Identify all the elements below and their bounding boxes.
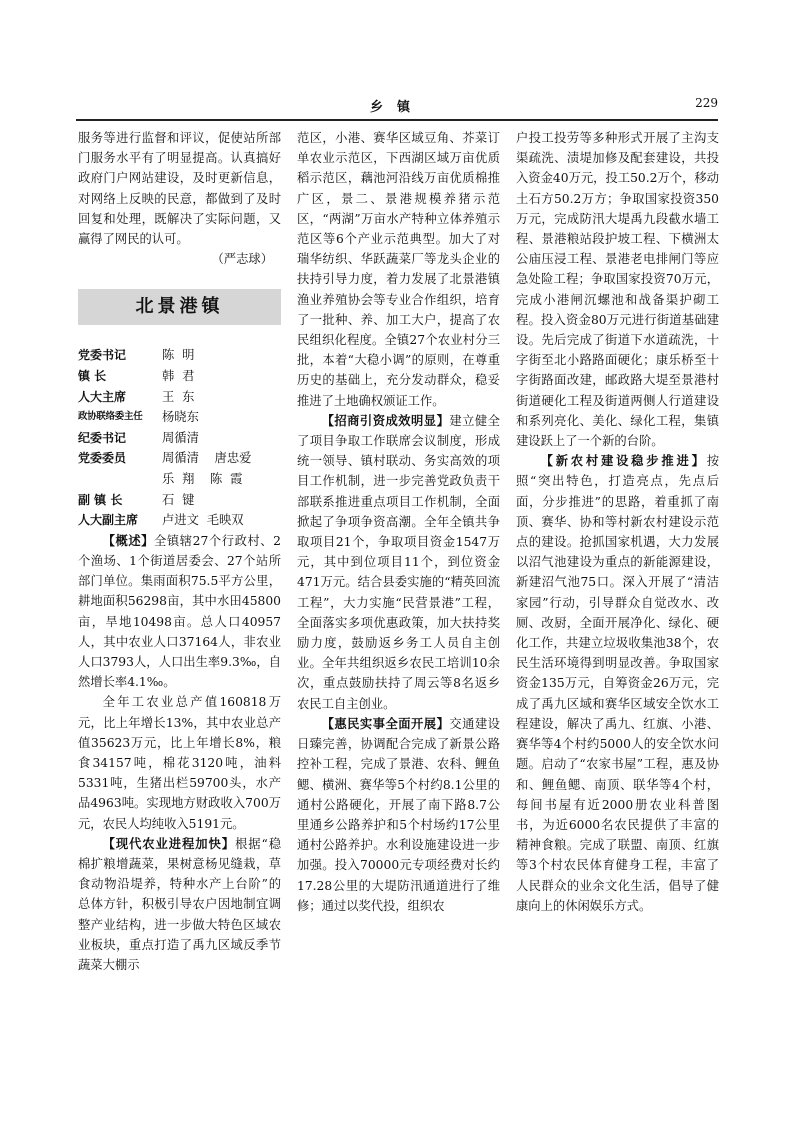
overview-paragraph	[78, 531, 281, 693]
investment-heading: 【招商引资成效明显】	[321, 413, 450, 428]
welfare-paragraph	[297, 714, 500, 916]
official-row	[78, 366, 281, 387]
official-names: 韩 君	[162, 369, 195, 384]
official-role: 人大副主席	[78, 513, 139, 528]
investment-paragraph	[297, 411, 500, 714]
welfare-text: 交通建设日臻完善，协调配合完成了新景公路控补工程，完成了景港、农科、鲤鱼鳃、横洲、赛华等5个村约8.1公里的通村公路硬化，开展了南下路8.7公里通乡公路养护和5个村场约17公里通村公路养护。水利设施建设进一步加强。投入70000元专项经费对长约17.28公里的大堤防汛通道进行了维修；通过以奖代投，组织农	[297, 716, 500, 913]
official-names: 杨晓东	[162, 410, 199, 425]
official-names: 王 东	[162, 389, 195, 404]
welfare-heading: 【惠民实事全面开展】	[321, 716, 450, 731]
author-signature: （严志球）	[211, 252, 273, 267]
officials-list	[78, 345, 281, 530]
overview-heading: 【概述】	[102, 533, 155, 548]
running-header	[76, 92, 718, 116]
official-role: 政协联络委主任	[78, 411, 143, 423]
intro-paragraph: 服务等进行监督和评议，促使站所部门服务水平有了明显提高。认真搞好政府门户网站建设，及时更新信息，对网络上反映的民意，都做到了及时回复和处理，既解决了实际问题，又赢得了网民的认可。	[78, 131, 281, 247]
official-names: 周循清	[162, 430, 199, 445]
official-row	[78, 428, 281, 449]
official-row	[78, 510, 281, 531]
new-village-heading: 【新农村建设稳步推进】	[540, 454, 707, 469]
page-number: 229	[695, 96, 718, 110]
official-role: 镇 长	[78, 369, 107, 384]
official-names: 石 键	[162, 492, 195, 507]
official-names: 陈 明	[162, 348, 195, 363]
official-names: 卢进文 毛映双	[162, 513, 244, 528]
official-row	[78, 387, 281, 408]
overview-text: 全镇辖27个行政村、2个渔场、1个街道居委会、27个站所部门单位。集雨面积75.5平方公里，耕地面积56298亩，其中水田45800亩，旱地10498亩。总人口40957人，其中农业人口37164人，非农业人口3793人，人口出生率9.3‰，自然增长率4.1‰。	[78, 533, 281, 690]
column-2	[297, 128, 500, 916]
official-role: 副 镇 长	[78, 492, 123, 507]
official-names: 周循清 唐忠爱	[162, 451, 252, 466]
running-header-title: 乡镇	[369, 100, 424, 115]
output-paragraph: 全年工农业总产值160818万元，比上年增长13%，其中农业总产值35623万元，比上年增长8%，粮食34157吨，棉花3120吨，油料5331吨，生猪出栏59700头，水产品4963吨。实现地方财政收入700万元，农民人均纯收入5191元。	[78, 695, 281, 831]
agriculture-text: 根据“稳棉扩粮增蔬菜，果树意杨见缝栽，草食动物沿堤养，特种水产上台阶”的总体方针，积极引导农户因地制宜调整产业结构，进一步做大特色区域农业板块，重点打造了禹九区域反季节蔬菜大棚示	[78, 836, 281, 973]
agriculture-heading: 【现代农业进程加快】	[102, 836, 235, 851]
agriculture-continued: 范区，小港、赛华区域豆角、芥菜订单农业示范区，下西湖区域万亩优质稻示范区，藕池河沿线万亩优质棉推广区，景二、景港规模养猪示范区，“两湖”万亩水产特种立体养殖示范区等6个产业示范典型。加大了对瑞华纺织、华跃蔬菜厂等龙头企业的扶持引导力度，着力发展了北景港镇渔业养殖协会等专业合作组织，培育了一批种、养、加工大户，提高了农民组织化程度。全镇27个农业村分三批，本着“大稳小调”的原则，在尊重历史的基础上，充分发动群众，稳妥推进了土地确权颁证工作。	[297, 131, 500, 408]
column-3	[516, 128, 719, 916]
official-row	[78, 490, 281, 511]
column-1	[78, 128, 281, 975]
section-title: 北景港镇	[78, 289, 281, 325]
header-rule	[76, 119, 718, 121]
welfare-continued: 户投工投劳等多种形式开展了主沟支渠疏洗、渍堤加修及配套建设，共投入资金40万元，投工50.2万个，移动土石方50.2万方；争取国家投资350万元，完成防汛大堤禹九段截水墙工程、景港粮站段护坡工程、下横洲太公庙压浸工程、景港老电排闸门等应急处险工程；争取国家投资70万元，完成小港闸沉螺池和战备渠护砌工程。投入资金80万元进行街道基础建设。先后完成了街道下水道疏洗，十字街至北小路路面硬化；康乐桥至十字街路面改建，邮政路大堤至景港村街道硬化工程及街道两侧人行道建设和系列亮化、美化、绿化工程，集镇建设跃上了一个新的台阶。	[516, 131, 719, 449]
new-village-paragraph	[516, 451, 719, 916]
official-role: 纪委书记	[78, 430, 127, 445]
official-names: 乐 翔 陈 霞	[162, 471, 243, 486]
agriculture-paragraph	[78, 834, 281, 975]
new-village-text: 按照“突出特色，打造亮点，先点后面，分步推进”的思路，着重抓了南顶、赛华、协和等村新农村建设示范点的建设。抢抓国家机遇，大力发展以沼气池建设为重点的新能源建设，新建沼气池75口。深入开展了“清洁家园”行动，引导群众自觉改水、改厕、改厨，全面开展净化、绿化、硬化工作，共建立垃圾收集池38个，农民生活环境得到明显改善。争取国家资金135万元，自筹资金26万元，完成了禹九区域和赛华区域安全饮水工程建设，解决了禹九、红旗、小港、赛华等4个村约5000人的安全饮水问题。启动了“农家书屋”工程，惠及协和、鲤鱼鳃、南顶、联华等4个村，每间书屋有近2000册农业科普图书，为近6000名农民提供了丰富的精神食粮。完成了联盟、南顶、红旗等3个村农民体育健身工程，丰富了人民群众的业余文化生活，倡导了健康向上的休闲娱乐方式。	[516, 454, 719, 913]
official-role: 人大主席	[78, 389, 127, 404]
official-row	[78, 469, 281, 490]
official-role: 党委书记	[78, 348, 127, 363]
official-role	[78, 469, 162, 490]
official-role: 党委委员	[78, 451, 127, 466]
investment-text: 建立健全了项目争取工作联席会议制度，形成统一领导、镇村联动、务实高效的项目工作机制，进一步完善党政负责干部联系推进重点项目工作机制，全面掀起了争项争资高潮。全年全镇共争取项目21个，争取项目资金1547万元，其中到位项目11个，到位资金471万元。结合县委实施的“精英回流工程”，大力实施“民营景港”工程，全面落实多项优惠政策，加大扶持奖励力度，鼓励返乡务工人员自主创业。全年共组织返乡农民工培训10余次，重点鼓励扶持了周云等8名返乡农民工自主创业。	[297, 413, 500, 711]
official-row	[78, 345, 281, 366]
official-row	[78, 407, 281, 428]
official-row	[78, 448, 281, 469]
